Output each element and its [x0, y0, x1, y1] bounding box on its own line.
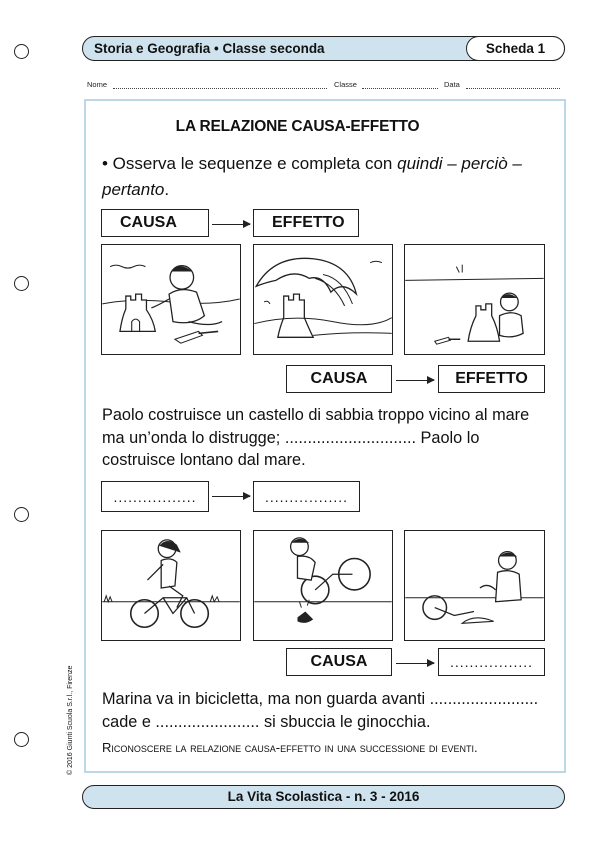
classe-field-line[interactable] [362, 88, 438, 89]
page-title: LA RELAZIONE CAUSA-EFFETTO [175, 118, 420, 135]
arrow-icon [212, 496, 250, 497]
header-title: Storia e Geografia • Classe seconda [94, 41, 325, 56]
sequence-1-text: Paolo costruisce un castello di sabbia troppo vicino al mare ma un’onda lo distrugge; ............................. Paolo lo costruisce lontano dal mare. [102, 406, 530, 469]
effetto-label: EFFETTO [438, 365, 545, 393]
scheda-label: Scheda 1 [466, 36, 565, 61]
binder-hole [14, 732, 29, 747]
blank-answer-box[interactable]: ................. [101, 481, 209, 512]
blank-answer-box[interactable]: ................. [438, 648, 545, 676]
data-field-label: Data [444, 80, 460, 89]
picture-girl-riding-bicycle [101, 530, 241, 641]
footer-bar: La Vita Scolastica - n. 3 - 2016 [82, 785, 565, 809]
binder-hole [14, 44, 29, 59]
picture-boy-building-far-from-sea [404, 244, 545, 355]
learning-objective-caption: Riconoscere la relazione causa-effetto in una successione di eventi. [102, 740, 478, 755]
arrow-icon [212, 224, 250, 225]
instruction-text: • Osserva le sequenze e completa con quindi – perciò – pertanto. [102, 154, 522, 199]
connective-words: quindi – perciò – pertanto [102, 154, 522, 199]
picture-boy-building-castle [101, 244, 241, 355]
nome-field-label: Nome [87, 80, 108, 89]
sequence-2-text: Marina va in bicicletta, ma non guarda avanti ........................ cade e ....................... si sbuccia le ginocchia. [102, 690, 539, 731]
causa-label: CAUSA [101, 209, 209, 237]
effetto-label: EFFETTO [253, 209, 359, 237]
binder-hole [14, 276, 29, 291]
arrow-icon [396, 663, 434, 664]
classe-field-label: Classe [334, 80, 357, 89]
picture-wave-destroying-castle [253, 244, 393, 355]
nome-field-line[interactable] [113, 88, 327, 89]
picture-girl-hurt-knees [404, 530, 545, 641]
blank-answer-box[interactable]: ................. [253, 481, 360, 512]
causa-label: CAUSA [286, 648, 392, 676]
causa-label: CAUSA [286, 365, 392, 393]
picture-girl-falling-bicycle [253, 530, 393, 641]
copyright-note: © 2016 Giunti Scuola S.r.l., Firenze [67, 665, 74, 775]
binder-hole [14, 507, 29, 522]
data-field-line[interactable] [466, 88, 560, 89]
arrow-icon [396, 380, 434, 381]
